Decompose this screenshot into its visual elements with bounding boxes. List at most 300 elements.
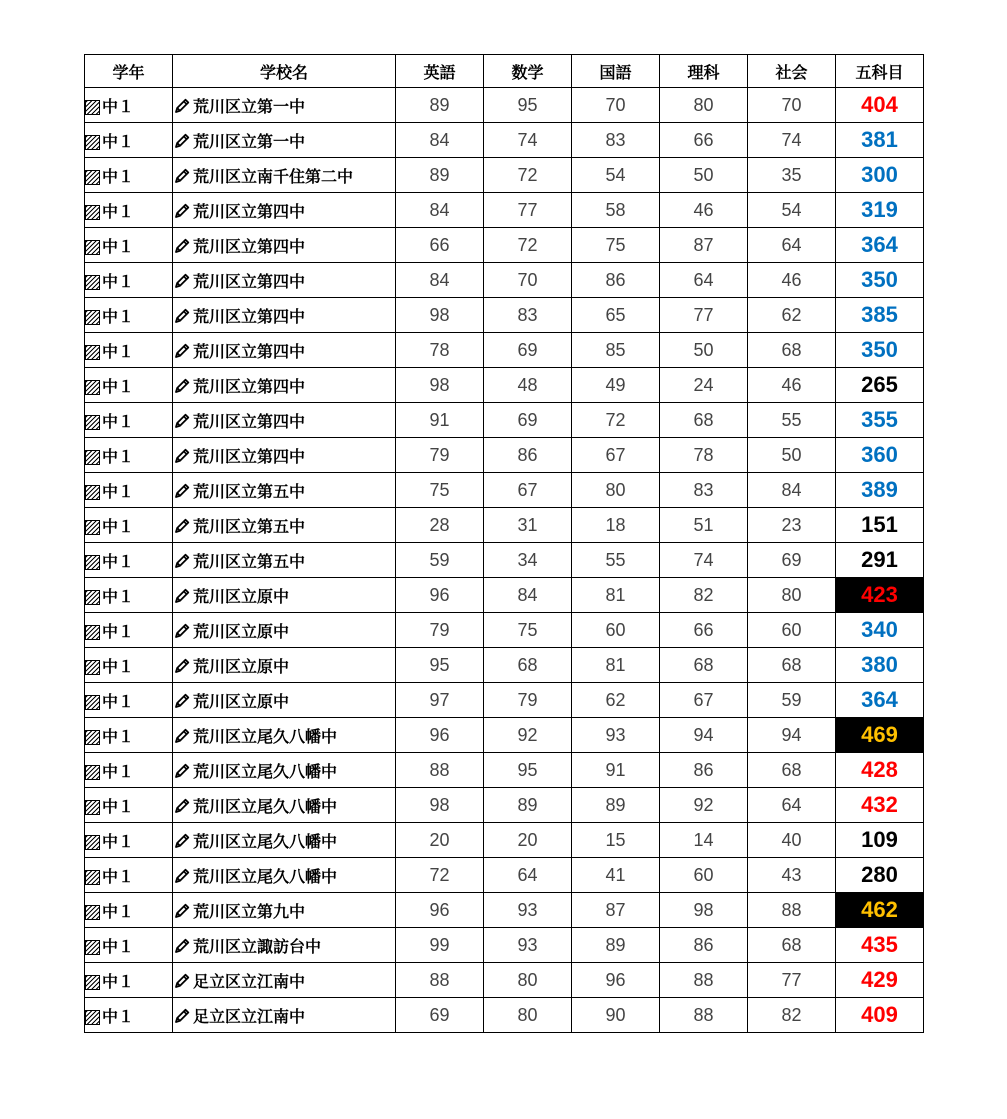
school-cell	[173, 263, 396, 298]
english-score: 84	[396, 263, 484, 298]
pencil-icon	[173, 97, 191, 115]
math-score: 69	[484, 403, 572, 438]
grade-text: 中１	[102, 236, 135, 256]
math-score: 75	[484, 613, 572, 648]
school-cell	[173, 648, 396, 683]
math-score: 80	[484, 998, 572, 1033]
hatched-square-icon	[85, 765, 100, 780]
school-name: 荒川区立第四中	[193, 201, 306, 221]
grade-cell	[85, 123, 173, 158]
grade-text: 中１	[102, 201, 135, 221]
grade-text: 中１	[102, 446, 135, 466]
table-row	[85, 228, 924, 263]
school-name: 荒川区立尾久八幡中	[193, 866, 338, 886]
hatched-square-icon	[85, 520, 100, 535]
hatched-square-icon	[85, 310, 100, 325]
table-header	[85, 55, 924, 88]
school-name: 荒川区立第四中	[193, 411, 306, 431]
math-score: 72	[484, 228, 572, 263]
math-score: 95	[484, 753, 572, 788]
pencil-icon	[173, 902, 191, 920]
english-score: 79	[396, 438, 484, 473]
total-score: 381	[836, 123, 924, 158]
japanese-score: 55	[572, 543, 660, 578]
grade-text: 中１	[102, 936, 135, 956]
japanese-score: 54	[572, 158, 660, 193]
science-score: 87	[660, 228, 748, 263]
school-cell	[173, 613, 396, 648]
science-score: 74	[660, 543, 748, 578]
school-name: 荒川区立第四中	[193, 376, 306, 396]
table-row	[85, 543, 924, 578]
japanese-score: 96	[572, 963, 660, 998]
english-score: 20	[396, 823, 484, 858]
pencil-icon	[173, 552, 191, 570]
pencil-icon	[173, 377, 191, 395]
social-score: 68	[748, 648, 836, 683]
total-score: 360	[836, 438, 924, 473]
english-score: 95	[396, 648, 484, 683]
school-cell	[173, 578, 396, 613]
english-score: 91	[396, 403, 484, 438]
pencil-icon	[173, 622, 191, 640]
school-cell	[173, 123, 396, 158]
total-score: 364	[836, 228, 924, 263]
total-score: 428	[836, 753, 924, 788]
english-score: 88	[396, 753, 484, 788]
grade-cell	[85, 858, 173, 893]
pencil-icon	[173, 587, 191, 605]
total-score: 319	[836, 193, 924, 228]
social-score: 62	[748, 298, 836, 333]
table-body	[85, 88, 924, 1033]
pencil-icon	[173, 937, 191, 955]
science-score: 68	[660, 403, 748, 438]
japanese-score: 58	[572, 193, 660, 228]
school-cell	[173, 788, 396, 823]
table-row	[85, 718, 924, 753]
science-score: 67	[660, 683, 748, 718]
social-score: 64	[748, 228, 836, 263]
school-cell	[173, 508, 396, 543]
school-name: 荒川区立第九中	[193, 901, 306, 921]
social-score: 60	[748, 613, 836, 648]
japanese-score: 83	[572, 123, 660, 158]
pencil-icon	[173, 167, 191, 185]
english-score: 96	[396, 893, 484, 928]
english-score: 99	[396, 928, 484, 963]
science-score: 50	[660, 333, 748, 368]
hatched-square-icon	[85, 870, 100, 885]
social-score: 82	[748, 998, 836, 1033]
header-science: 理科	[660, 55, 748, 88]
science-score: 94	[660, 718, 748, 753]
table-row	[85, 823, 924, 858]
table-row	[85, 368, 924, 403]
pencil-icon	[173, 1007, 191, 1025]
grade-cell	[85, 683, 173, 718]
table-row	[85, 963, 924, 998]
grade-text: 中１	[102, 621, 135, 641]
school-name: 荒川区立第一中	[193, 96, 306, 116]
scores-table	[84, 54, 924, 1033]
school-cell	[173, 998, 396, 1033]
math-score: 48	[484, 368, 572, 403]
total-score: 462	[836, 893, 924, 928]
grade-cell	[85, 753, 173, 788]
grade-text: 中１	[102, 656, 135, 676]
hatched-square-icon	[85, 975, 100, 990]
school-cell	[173, 158, 396, 193]
table-row	[85, 158, 924, 193]
school-cell	[173, 893, 396, 928]
grade-cell	[85, 228, 173, 263]
school-cell	[173, 333, 396, 368]
social-score: 55	[748, 403, 836, 438]
grade-cell	[85, 543, 173, 578]
hatched-square-icon	[85, 345, 100, 360]
english-score: 79	[396, 613, 484, 648]
table-row	[85, 683, 924, 718]
grade-cell	[85, 473, 173, 508]
pencil-icon	[173, 832, 191, 850]
pencil-icon	[173, 307, 191, 325]
total-score: 340	[836, 613, 924, 648]
science-score: 24	[660, 368, 748, 403]
table-row	[85, 403, 924, 438]
table-row	[85, 893, 924, 928]
math-score: 89	[484, 788, 572, 823]
school-name: 荒川区立第四中	[193, 306, 306, 326]
total-score: 469	[836, 718, 924, 753]
social-score: 68	[748, 753, 836, 788]
social-score: 84	[748, 473, 836, 508]
grade-text: 中１	[102, 901, 135, 921]
grade-text: 中１	[102, 726, 135, 746]
japanese-score: 15	[572, 823, 660, 858]
math-score: 31	[484, 508, 572, 543]
grade-cell	[85, 928, 173, 963]
math-score: 95	[484, 88, 572, 123]
hatched-square-icon	[85, 240, 100, 255]
school-name: 荒川区立第五中	[193, 481, 306, 501]
total-score: 109	[836, 823, 924, 858]
japanese-score: 87	[572, 893, 660, 928]
school-cell	[173, 368, 396, 403]
english-score: 98	[396, 368, 484, 403]
hatched-square-icon	[85, 380, 100, 395]
math-score: 64	[484, 858, 572, 893]
header-total: 五科目	[836, 55, 924, 88]
grade-cell	[85, 578, 173, 613]
grade-cell	[85, 298, 173, 333]
school-name: 荒川区立第四中	[193, 236, 306, 256]
hatched-square-icon	[85, 835, 100, 850]
pencil-icon	[173, 132, 191, 150]
pencil-icon	[173, 237, 191, 255]
english-score: 66	[396, 228, 484, 263]
school-name: 荒川区立原中	[193, 621, 290, 641]
grade-cell	[85, 788, 173, 823]
english-score: 75	[396, 473, 484, 508]
pencil-icon	[173, 202, 191, 220]
japanese-score: 81	[572, 648, 660, 683]
hatched-square-icon	[85, 1010, 100, 1025]
school-cell	[173, 683, 396, 718]
school-name: 荒川区立原中	[193, 586, 290, 606]
math-score: 92	[484, 718, 572, 753]
total-score: 151	[836, 508, 924, 543]
hatched-square-icon	[85, 100, 100, 115]
grade-text: 中１	[102, 866, 135, 886]
school-name: 荒川区立尾久八幡中	[193, 761, 338, 781]
school-name: 足立区立江南中	[193, 971, 306, 991]
social-score: 68	[748, 333, 836, 368]
grade-cell	[85, 998, 173, 1033]
hatched-square-icon	[85, 275, 100, 290]
japanese-score: 93	[572, 718, 660, 753]
science-score: 92	[660, 788, 748, 823]
math-score: 84	[484, 578, 572, 613]
pencil-icon	[173, 797, 191, 815]
social-score: 77	[748, 963, 836, 998]
japanese-score: 86	[572, 263, 660, 298]
pencil-icon	[173, 972, 191, 990]
math-score: 68	[484, 648, 572, 683]
pencil-icon	[173, 692, 191, 710]
grade-text: 中１	[102, 586, 135, 606]
grade-text: 中１	[102, 796, 135, 816]
table-row	[85, 88, 924, 123]
pencil-icon	[173, 867, 191, 885]
table-row	[85, 438, 924, 473]
header-school: 学校名	[173, 55, 396, 88]
school-cell	[173, 298, 396, 333]
math-score: 83	[484, 298, 572, 333]
math-score: 80	[484, 963, 572, 998]
english-score: 98	[396, 298, 484, 333]
social-score: 40	[748, 823, 836, 858]
japanese-score: 49	[572, 368, 660, 403]
pencil-icon	[173, 762, 191, 780]
japanese-score: 60	[572, 613, 660, 648]
grade-cell	[85, 718, 173, 753]
table-row	[85, 298, 924, 333]
grade-text: 中１	[102, 411, 135, 431]
table-row	[85, 473, 924, 508]
school-name: 荒川区立尾久八幡中	[193, 726, 338, 746]
grade-text: 中１	[102, 551, 135, 571]
hatched-square-icon	[85, 135, 100, 150]
pencil-icon	[173, 482, 191, 500]
header-japanese: 国語	[572, 55, 660, 88]
social-score: 80	[748, 578, 836, 613]
header-social: 社会	[748, 55, 836, 88]
school-cell	[173, 823, 396, 858]
math-score: 20	[484, 823, 572, 858]
grade-text: 中１	[102, 306, 135, 326]
school-name: 荒川区立原中	[193, 691, 290, 711]
english-score: 89	[396, 158, 484, 193]
english-score: 59	[396, 543, 484, 578]
grade-cell	[85, 88, 173, 123]
table-row	[85, 263, 924, 298]
english-score: 78	[396, 333, 484, 368]
table-row	[85, 788, 924, 823]
science-score: 78	[660, 438, 748, 473]
pencil-icon	[173, 447, 191, 465]
total-score: 291	[836, 543, 924, 578]
table-row	[85, 578, 924, 613]
total-score: 350	[836, 333, 924, 368]
table-row	[85, 753, 924, 788]
grade-cell	[85, 193, 173, 228]
hatched-square-icon	[85, 905, 100, 920]
social-score: 88	[748, 893, 836, 928]
english-score: 72	[396, 858, 484, 893]
hatched-square-icon	[85, 170, 100, 185]
grade-cell	[85, 158, 173, 193]
english-score: 88	[396, 963, 484, 998]
social-score: 54	[748, 193, 836, 228]
school-name: 荒川区立第四中	[193, 446, 306, 466]
school-cell	[173, 403, 396, 438]
grade-text: 中１	[102, 516, 135, 536]
english-score: 84	[396, 193, 484, 228]
science-score: 82	[660, 578, 748, 613]
grade-text: 中１	[102, 971, 135, 991]
math-score: 93	[484, 928, 572, 963]
japanese-score: 67	[572, 438, 660, 473]
pencil-icon	[173, 657, 191, 675]
math-score: 69	[484, 333, 572, 368]
pencil-icon	[173, 727, 191, 745]
english-score: 96	[396, 578, 484, 613]
header-english: 英語	[396, 55, 484, 88]
social-score: 59	[748, 683, 836, 718]
grade-cell	[85, 508, 173, 543]
table-row	[85, 193, 924, 228]
school-name: 荒川区立第五中	[193, 516, 306, 536]
header-math: 数学	[484, 55, 572, 88]
hatched-square-icon	[85, 695, 100, 710]
japanese-score: 62	[572, 683, 660, 718]
table-row	[85, 123, 924, 158]
grade-text: 中１	[102, 341, 135, 361]
math-score: 79	[484, 683, 572, 718]
science-score: 83	[660, 473, 748, 508]
school-cell	[173, 473, 396, 508]
social-score: 46	[748, 263, 836, 298]
grade-text: 中１	[102, 271, 135, 291]
science-score: 46	[660, 193, 748, 228]
table-row	[85, 998, 924, 1033]
hatched-square-icon	[85, 485, 100, 500]
hatched-square-icon	[85, 940, 100, 955]
science-score: 98	[660, 893, 748, 928]
science-score: 68	[660, 648, 748, 683]
total-score: 423	[836, 578, 924, 613]
social-score: 69	[748, 543, 836, 578]
total-score: 364	[836, 683, 924, 718]
english-score: 28	[396, 508, 484, 543]
grade-cell	[85, 438, 173, 473]
grade-cell	[85, 263, 173, 298]
school-cell	[173, 858, 396, 893]
hatched-square-icon	[85, 450, 100, 465]
table-row	[85, 648, 924, 683]
science-score: 80	[660, 88, 748, 123]
school-name: 荒川区立第一中	[193, 131, 306, 151]
grade-cell	[85, 823, 173, 858]
japanese-score: 41	[572, 858, 660, 893]
social-score: 46	[748, 368, 836, 403]
grade-text: 中１	[102, 376, 135, 396]
school-name: 荒川区立原中	[193, 656, 290, 676]
pencil-icon	[173, 517, 191, 535]
school-cell	[173, 753, 396, 788]
japanese-score: 81	[572, 578, 660, 613]
pencil-icon	[173, 342, 191, 360]
school-name: 荒川区立南千住第二中	[193, 166, 354, 186]
science-score: 77	[660, 298, 748, 333]
grade-text: 中１	[102, 131, 135, 151]
english-score: 89	[396, 88, 484, 123]
pencil-icon	[173, 412, 191, 430]
grade-cell	[85, 368, 173, 403]
japanese-score: 75	[572, 228, 660, 263]
grade-text: 中１	[102, 96, 135, 116]
social-score: 50	[748, 438, 836, 473]
hatched-square-icon	[85, 660, 100, 675]
hatched-square-icon	[85, 555, 100, 570]
total-score: 409	[836, 998, 924, 1033]
japanese-score: 70	[572, 88, 660, 123]
english-score: 98	[396, 788, 484, 823]
japanese-score: 89	[572, 788, 660, 823]
school-cell	[173, 228, 396, 263]
social-score: 74	[748, 123, 836, 158]
japanese-score: 72	[572, 403, 660, 438]
school-name: 荒川区立第四中	[193, 341, 306, 361]
japanese-score: 91	[572, 753, 660, 788]
school-cell	[173, 543, 396, 578]
social-score: 94	[748, 718, 836, 753]
social-score: 43	[748, 858, 836, 893]
social-score: 64	[748, 788, 836, 823]
total-score: 435	[836, 928, 924, 963]
table-row	[85, 858, 924, 893]
hatched-square-icon	[85, 415, 100, 430]
school-name: 足立区立江南中	[193, 1006, 306, 1026]
science-score: 50	[660, 158, 748, 193]
hatched-square-icon	[85, 800, 100, 815]
math-score: 67	[484, 473, 572, 508]
science-score: 66	[660, 613, 748, 648]
grade-cell	[85, 613, 173, 648]
japanese-score: 90	[572, 998, 660, 1033]
school-cell	[173, 438, 396, 473]
science-score: 64	[660, 263, 748, 298]
total-score: 429	[836, 963, 924, 998]
total-score: 280	[836, 858, 924, 893]
header-row	[85, 55, 924, 88]
grade-text: 中１	[102, 481, 135, 501]
grade-cell	[85, 963, 173, 998]
grade-text: 中１	[102, 831, 135, 851]
grade-text: 中１	[102, 1006, 135, 1026]
english-score: 84	[396, 123, 484, 158]
